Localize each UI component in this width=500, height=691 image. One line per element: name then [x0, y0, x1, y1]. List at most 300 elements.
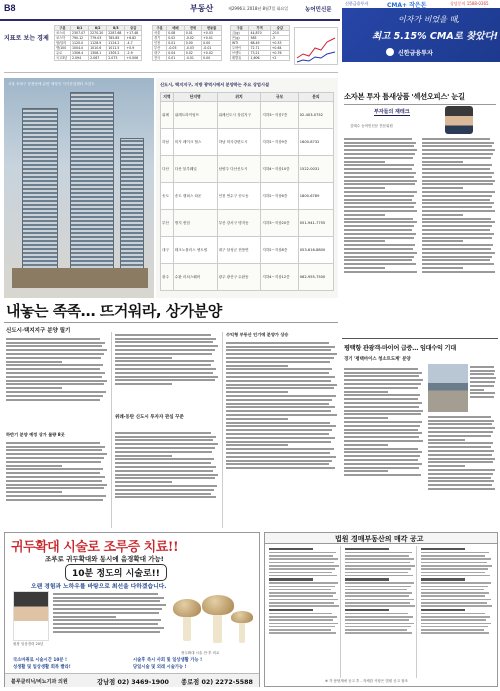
text-line	[344, 372, 422, 374]
text-line	[115, 360, 214, 362]
table-cell: 785.85	[107, 36, 125, 41]
table-row	[161, 210, 334, 237]
table-row	[161, 129, 334, 156]
table-cell: -2.9	[125, 51, 142, 56]
table-cell: 1,606	[249, 56, 270, 61]
table-cell: 부산	[161, 210, 174, 237]
table-cell: 062-955-7500	[298, 264, 333, 291]
table-cell: 1305.2	[107, 51, 125, 56]
text-line	[345, 558, 414, 560]
mushroom-cap-1	[173, 599, 201, 617]
text-line	[344, 214, 385, 216]
text-line	[115, 376, 218, 378]
text-line	[344, 252, 417, 254]
text-line	[428, 465, 465, 467]
text-line	[226, 403, 329, 405]
gov-headline: 평택항 관광객·마이어 급증… 임대수익 기대	[344, 345, 456, 352]
text-line	[421, 589, 484, 591]
text-line	[53, 612, 159, 614]
clinic-ad[interactable]	[4, 532, 260, 687]
table-cell: 053-616-8800	[298, 237, 333, 264]
text-line	[344, 421, 422, 423]
text-line	[6, 383, 104, 385]
text-line	[470, 381, 495, 383]
text-line	[428, 423, 492, 425]
table-cell: -0.01	[184, 56, 201, 61]
table-row	[161, 264, 334, 291]
text-line	[422, 267, 463, 269]
text-line	[53, 627, 164, 629]
text-line	[344, 256, 414, 258]
table-cell: 1128.9	[89, 41, 107, 46]
clinic-phone-1[interactable]: 강남점 02) 3469-1900	[97, 679, 169, 686]
table-cell: 휘발유	[231, 56, 249, 61]
notice-column	[419, 546, 493, 678]
text-line	[269, 568, 335, 570]
text-line	[115, 485, 217, 487]
text-line	[421, 572, 485, 574]
text-line	[344, 425, 420, 427]
text-line	[53, 608, 162, 610]
table-header-cell: 구분	[153, 26, 167, 31]
text-line	[344, 391, 388, 393]
text-line	[422, 214, 463, 216]
text-line	[6, 353, 104, 355]
table-cell: 테크노폴리스 센트럴	[173, 237, 217, 264]
text-line	[422, 187, 463, 189]
feature-table-box	[156, 78, 338, 298]
text-line	[344, 187, 385, 189]
table-cell: 0.04	[167, 51, 184, 56]
table-cell: 코스피	[55, 31, 71, 36]
text-line	[345, 552, 412, 554]
gov-subhead: 경기 '평택마이스 청소트도계' 분양	[344, 357, 411, 362]
table-cell: 지하3~지상20층	[261, 210, 298, 237]
table-cell: 779.03	[89, 36, 107, 41]
text-line	[6, 361, 62, 363]
text-line	[344, 225, 414, 227]
text-line	[345, 572, 408, 574]
text-line	[345, 575, 413, 577]
clinic-ad-lead: 오랜 경험과 노하우를 바탕으로 최선을 다하겠습니다.	[31, 584, 167, 590]
clinic-feature-item: 국소마취로 시술시간 10분 !	[13, 658, 67, 663]
table-cell: 1004.0	[70, 46, 88, 51]
table-cell: -4.7	[125, 41, 142, 46]
table-cell: 위례신도시 상업지구	[217, 102, 261, 129]
text-line	[421, 562, 487, 564]
column-author: 김태수 농어민신문 전문위원	[350, 124, 393, 128]
text-line	[226, 380, 331, 382]
table-header-cell: 위치	[217, 93, 261, 102]
text-line	[422, 221, 495, 223]
text-line	[226, 410, 331, 412]
masthead-rule	[0, 19, 340, 21]
text-line	[421, 595, 485, 597]
table-row	[55, 56, 142, 61]
author-photo	[445, 106, 473, 134]
text-line	[6, 380, 107, 382]
table-cell: 다산	[161, 156, 174, 183]
table-cell: 은(g)	[231, 36, 249, 41]
table-cell: +0.03	[202, 31, 222, 36]
clinic-ad-badge: 10분 정도의 시술로!!	[65, 564, 167, 581]
table-header-cell: 문의	[298, 93, 333, 102]
table-cell: 위례	[161, 102, 174, 129]
text-line	[226, 372, 329, 374]
gov-photo	[428, 364, 468, 412]
table-cell: 전국	[153, 56, 167, 61]
text-line	[428, 450, 494, 452]
text-line	[226, 460, 332, 462]
notice-column	[343, 546, 417, 678]
column-body-1	[344, 136, 418, 336]
text-line	[269, 582, 338, 584]
table-header-cell: 매매	[167, 26, 184, 31]
text-line	[345, 582, 414, 584]
text-line	[470, 385, 494, 387]
text-line	[428, 461, 493, 463]
text-line	[226, 448, 334, 450]
notice-title: 법원 경매부동산의 매각 공고	[335, 535, 424, 543]
text-line	[6, 457, 104, 459]
text-line	[422, 252, 495, 254]
text-line	[269, 595, 333, 597]
text-line	[428, 458, 495, 460]
table-header-cell: 구분	[55, 26, 71, 31]
table-header-cell: 지역	[161, 93, 174, 102]
table-cell: 0.01	[184, 31, 201, 36]
text-line	[226, 467, 335, 469]
text-line	[422, 256, 492, 258]
text-line	[422, 233, 494, 235]
table-cell: 2270.20	[89, 31, 107, 36]
feature-col-1	[6, 336, 108, 431]
table-cell: 0.08	[167, 31, 184, 36]
text-line	[344, 237, 414, 239]
text-line	[345, 589, 407, 591]
notice-column	[267, 546, 341, 678]
table-header-cell: 8/3	[107, 26, 125, 31]
text-line	[344, 432, 422, 434]
table-cell: 위례트라이엄프	[173, 102, 217, 129]
text-line	[269, 605, 339, 607]
text-line	[344, 161, 385, 163]
text-line	[421, 575, 490, 577]
text-line	[6, 387, 62, 389]
text-line	[344, 402, 422, 404]
table-cell: WTI	[231, 41, 249, 46]
text-line	[421, 623, 491, 625]
text-line	[226, 395, 336, 397]
table-cell: 0.01	[167, 56, 184, 61]
table-cell: 엔/100	[55, 46, 71, 51]
table-cell: 02-403-0752	[298, 102, 333, 129]
feature-col-2	[115, 332, 219, 412]
doctor-photo	[13, 591, 49, 641]
shinhan-logo-icon	[386, 48, 394, 56]
text-line	[344, 413, 421, 415]
text-line	[344, 195, 414, 197]
text-line	[470, 396, 494, 398]
section-name: 부동산	[190, 4, 214, 13]
text-line	[421, 568, 488, 570]
table-cell: 1010.6	[89, 46, 107, 51]
text-line	[470, 373, 494, 375]
table-cell: 인천	[153, 41, 167, 46]
table-cell: 72.71	[249, 46, 270, 51]
text-line	[345, 626, 411, 628]
housing-price-table	[152, 25, 222, 61]
text-line	[422, 191, 495, 193]
text-line	[344, 221, 417, 223]
text-line	[422, 172, 494, 174]
mini-line-chart	[295, 28, 339, 66]
text-line	[226, 387, 334, 389]
text-line	[6, 368, 100, 370]
clinic-ad-title: 귀두확대 시술로 조루증 치료!!	[11, 540, 179, 555]
text-line	[269, 613, 332, 615]
text-line	[421, 616, 490, 618]
text-line	[345, 599, 414, 601]
text-line	[421, 629, 484, 631]
text-line	[53, 619, 161, 621]
text-line	[6, 453, 107, 455]
table-header-cell: 증감	[125, 26, 142, 31]
feature-subhead-2: 위례·동탄 신도시 투자자 관심 꾸준	[115, 415, 184, 420]
ad-headline-1: 이자가 비었을 때,	[398, 15, 460, 24]
text-line	[345, 632, 412, 634]
text-line	[226, 425, 336, 427]
text-line	[115, 345, 218, 347]
text-line	[470, 389, 484, 391]
text-line	[115, 364, 211, 366]
table-cell: 코스닥	[55, 36, 71, 41]
table-cell: +0.64	[270, 46, 289, 51]
text-line	[115, 455, 172, 457]
table-header-cell: 가격	[249, 26, 270, 31]
text-line	[344, 180, 417, 182]
text-line	[344, 406, 419, 408]
market-index-table	[54, 25, 142, 61]
text-line	[345, 609, 389, 612]
text-line	[226, 429, 332, 431]
column-tag: 부자들의 재테크	[374, 109, 410, 115]
table-row	[161, 102, 334, 129]
page-number: B8	[4, 3, 16, 13]
text-line	[344, 244, 415, 246]
text-line	[422, 199, 490, 201]
text-line	[226, 441, 331, 443]
text-line	[344, 470, 388, 472]
gov-rule-top	[342, 338, 498, 339]
text-line	[53, 623, 158, 625]
text-line	[344, 259, 412, 261]
text-line	[6, 495, 106, 497]
text-line	[344, 387, 418, 389]
text-line	[345, 555, 409, 557]
tower-right	[70, 92, 114, 283]
text-line	[115, 436, 216, 438]
feature-subhead-1: 하반기 분양 예정 상가 물량 8곳	[6, 432, 65, 437]
table-cell: +0.006	[125, 56, 142, 61]
indicators-section	[4, 25, 338, 71]
text-line	[115, 470, 213, 472]
table-header-cell: 규모	[261, 93, 298, 102]
text-line	[226, 456, 336, 458]
text-line	[115, 349, 215, 351]
table-cell: 지하3~지상7층	[261, 102, 298, 129]
column-body-2	[422, 136, 496, 336]
text-line	[226, 365, 288, 367]
text-line	[421, 619, 486, 621]
headline-rule	[4, 322, 338, 323]
text-line	[53, 616, 116, 618]
text-line	[344, 176, 414, 178]
table-cell: +0.01	[202, 36, 222, 41]
text-line	[115, 372, 213, 374]
text-line	[422, 218, 491, 220]
clinic-feature-item: 당일시술 및 외래 시술가능 !	[133, 665, 187, 670]
building-rendering-image	[4, 78, 154, 298]
table-row	[161, 183, 334, 210]
text-line	[345, 595, 409, 597]
table-cell: 0.00	[202, 41, 222, 46]
clinic-features	[13, 657, 253, 671]
text-line	[115, 357, 172, 359]
text-line	[344, 383, 421, 385]
table-cell: 0.01	[167, 41, 184, 46]
shinhan-ad[interactable]	[342, 0, 500, 62]
text-line	[421, 632, 489, 634]
table-cell: 585	[249, 36, 270, 41]
text-line	[344, 233, 416, 235]
table-cell: 두바이	[231, 46, 249, 51]
text-line	[428, 469, 495, 471]
text-line	[428, 473, 493, 475]
text-line	[422, 229, 490, 231]
feature-col-3	[226, 340, 338, 528]
text-line	[344, 398, 418, 400]
text-line	[269, 548, 313, 551]
text-line	[421, 555, 485, 557]
clinic-phone-2[interactable]: 종로점 02) 2272-5588	[181, 679, 253, 686]
text-line	[344, 448, 418, 450]
table-header-cell: 단지명	[173, 93, 217, 102]
table-header-cell: 8/1	[70, 26, 88, 31]
col-divider-2	[222, 332, 223, 528]
text-line	[53, 597, 164, 599]
table-cell: 지하2~지상6층	[261, 183, 298, 210]
text-line	[269, 632, 336, 634]
text-line	[226, 376, 335, 378]
text-line	[344, 191, 417, 193]
table-cell: 수완 리치스퀘어	[173, 264, 217, 291]
text-line	[344, 202, 416, 204]
issue-info: 제2996호 2018년 8월7일 화요일	[228, 6, 289, 11]
text-line	[345, 623, 414, 625]
table-cell: 인천 연수구 송도동	[217, 183, 261, 210]
text-line	[345, 578, 389, 581]
table-cell: -210	[270, 31, 289, 36]
ad-company: 신한금융투자	[398, 50, 433, 57]
text-line	[6, 391, 106, 393]
text-line	[6, 449, 102, 451]
text-line	[422, 157, 491, 159]
text-line	[6, 399, 100, 401]
text-line	[6, 480, 102, 482]
text-line	[345, 592, 412, 594]
clinic-feature-item: 시술후 즉시 사회 및 일상생활 가능 !	[133, 658, 203, 663]
text-line	[345, 616, 413, 618]
text-line	[269, 578, 313, 581]
text-line	[53, 593, 158, 595]
text-line	[470, 392, 495, 394]
text-line	[344, 210, 417, 212]
table-cell: 유로	[55, 51, 71, 56]
feature-headline: 내놓는 족족… 뜨거워라, 상가분양	[6, 302, 222, 320]
text-line	[344, 394, 420, 396]
text-line	[422, 180, 495, 182]
text-line	[115, 496, 216, 498]
text-line	[470, 370, 495, 372]
text-line	[269, 602, 334, 604]
indicators-title: 지표로 보는 경제	[4, 35, 49, 42]
table-cell: 지하2~지상8층	[261, 237, 298, 264]
text-line	[6, 372, 105, 374]
text-line	[421, 626, 488, 628]
text-line	[345, 565, 415, 567]
table-cell: 1308.1	[89, 51, 107, 56]
text-line	[344, 206, 414, 208]
text-line	[226, 353, 337, 355]
table-cell: 790.12	[70, 36, 88, 41]
text-line	[6, 446, 105, 448]
text-line	[428, 416, 491, 418]
text-line	[344, 417, 388, 419]
table-cell: 0.00	[202, 56, 222, 61]
text-line	[344, 267, 385, 269]
text-line	[344, 229, 412, 231]
text-line	[344, 142, 416, 144]
table-cell: 1306.4	[70, 51, 88, 56]
table-row	[153, 56, 222, 61]
text-line	[470, 366, 494, 368]
table-cell: 0.02	[167, 36, 184, 41]
text-line	[226, 418, 288, 420]
text-line	[344, 375, 419, 377]
table-cell: 73.21	[249, 51, 270, 56]
text-line	[422, 240, 463, 242]
text-line	[269, 558, 338, 560]
table-cell: 지하2~지상9층	[261, 129, 298, 156]
text-line	[115, 353, 212, 355]
text-line	[115, 379, 215, 381]
table-cell: -0.02	[184, 36, 201, 41]
column-headline: 소자본 투자 틈새상품 '섹션오피스' 눈길	[344, 92, 465, 101]
table-cell: 명지 퀸덤	[173, 210, 217, 237]
table-cell: 대구 달성군 현풍면	[217, 237, 261, 264]
text-line	[226, 452, 330, 454]
text-line	[428, 439, 465, 441]
text-line	[428, 488, 495, 490]
text-line	[422, 225, 492, 227]
text-line	[226, 437, 335, 439]
table-cell: 1011.5	[107, 46, 125, 51]
text-line	[421, 599, 491, 601]
text-line	[6, 349, 107, 351]
text-line	[115, 489, 214, 491]
text-line	[269, 623, 338, 625]
